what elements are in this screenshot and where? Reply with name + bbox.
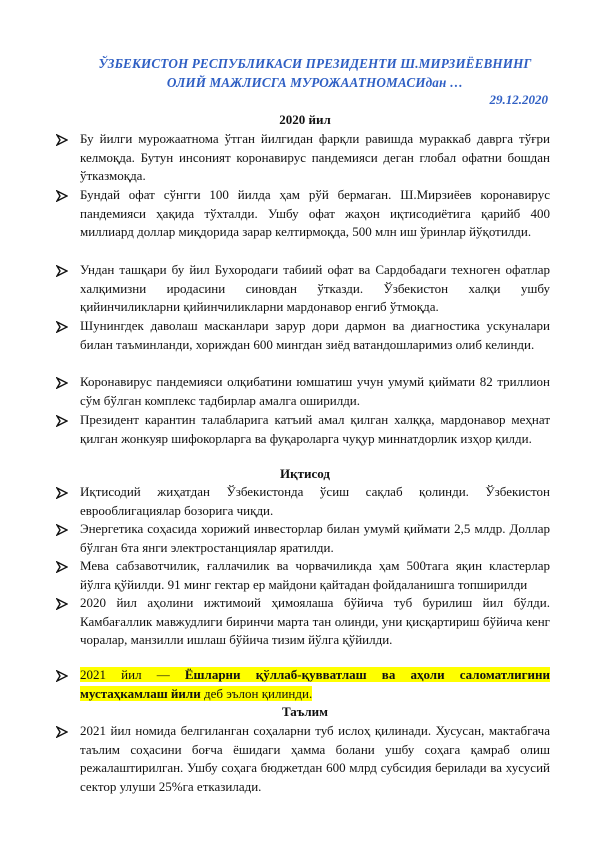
- arrow-bullet-icon: [56, 726, 68, 738]
- list-item-text: Президент карантин талабларига катъий амал қилган халққа, мардонавор меҳнат қилган жонкуяр шифокорларга ва фуқароларга чуқур миннатдорлик изҳор қилди.: [80, 412, 550, 446]
- list-item-text: Коронавирус пандемияси олқибатини юмшатиш учун умумй қиймати 82 триллион сўм бўлган комплекс тадбирлар амалга оширилди.: [80, 374, 550, 408]
- list-item-text: Шунингдек даволаш масканлари зарур дори дармон ва диагностика ускуналари билан таъминланди, хориждан 600 мингдан зиёд ватандошларимиз олиб келинди.: [80, 318, 550, 352]
- arrow-bullet-icon: [56, 524, 68, 536]
- list-item-text: 2020 йил аҳолини ижтимоий ҳимоялаша бўйича туб бурилиш йил бўлди. Камбағаллик мавжудлиги биринчи марта тан олинди, уни қисқартириш бўйича кенг чоралар, манзилли ишлаш бўйича тизим йўлга қўйилди.: [80, 595, 550, 648]
- document-title-line1: ЎЗБЕКИСТОН РЕСПУБЛИКАСИ ПРЕЗИДЕНТИ Ш.МИРЗИЁЕВНИНГ: [98, 56, 532, 71]
- arrow-bullet-icon: [56, 415, 68, 427]
- section-heading-education: Таълим: [281, 704, 329, 719]
- document-date: 29.12.2020: [489, 92, 548, 107]
- arrow-bullet-icon: [56, 134, 68, 146]
- highlight-suffix: деб эълон қилинди.: [200, 685, 313, 701]
- list-item-text: Бу йилги мурожаатнома ўтган йилгидан фарқли равишда мураккаб даврга тўғри келмоқда. Бутун инсоният коронавирус пандемияси деган глобал офатни бошдан ўтказмоқда.: [80, 131, 550, 184]
- arrow-bullet-icon: [56, 190, 68, 202]
- list-item-text: Бундай офат сўнгги 100 йилда ҳам рўй бермаган. Ш.Мирзиёев коронавирус пандемияси ҳақида тўхталди. Ушбу офат жаҳон иқтисодиётига қарийб 400 миллиард доллар миқдорида зарар келтирмоқда, 500 млн иш ўринлар йўқотилди.: [80, 187, 550, 240]
- arrow-bullet-icon: [56, 598, 68, 610]
- document-title-line2: ОЛИЙ МАЖЛИСГА МУРОЖААТНОМАСИдан …: [166, 75, 464, 90]
- arrow-bullet-icon: [56, 487, 68, 499]
- list-item-text: [80, 666, 550, 703]
- list-item-text: Энергетика соҳасида хорижий инвесторлар билан умумй қиймати 2,5 млдр. Доллар бўлган 6та янги электростанциялар яратилди.: [80, 521, 550, 555]
- list-item-text: Мева сабзавотчилик, ғаллачилик ва чорвачиликда ҳам 500тага яқин кластерлар йўлга қўйилди. 91 минг гектар ер майдони қайтадан фойдаланишга топширилди: [80, 558, 550, 592]
- arrow-bullet-icon: [56, 377, 68, 389]
- list-item-text: Иқтисодий жиҳатдан Ўзбекистонда ўсиш сақлаб қолинди. Ўзбекистон еврооблигациялар бозорига чиқди.: [80, 484, 550, 518]
- section-heading-2020: 2020 йил: [279, 112, 331, 127]
- highlight-year-title: Ёшларни қўллаб-қувватлаш ва аҳоли саломатлигини мустаҳкамлаш йили: [80, 667, 550, 701]
- highlight-prefix: 2021 йил —: [80, 667, 185, 682]
- list-item-text: Ундан ташқари бу йил Бухородаги табиий офат ва Сардобадаги техноген офатлар халқимизни иродасини синовдан ўтказди. Ўзбекистон халқи ушбу қийинчиликларни қийинчиликларни мардонавор енгиб ўтмоқда.: [80, 262, 550, 315]
- arrow-bullet-icon: [56, 321, 68, 333]
- arrow-bullet-icon: [56, 561, 68, 573]
- arrow-bullet-icon: [56, 265, 68, 277]
- section-heading-economy: Иқтисод: [280, 466, 330, 481]
- list-item-text: 2021 йил номида белгиланган соҳаларни туб ислоҳ қилинади. Хусусан, мактабгача таълим соҳасини боғча ёшидаги ҳамма болани ушбу соҳага қамраб олиш режалаштирилган. Ушбу соҳага бюджетдан 600 млрд субсидия берилади ва хусусий сектор улуши 25%га етказилади.: [80, 723, 550, 794]
- arrow-bullet-icon: [56, 670, 68, 682]
